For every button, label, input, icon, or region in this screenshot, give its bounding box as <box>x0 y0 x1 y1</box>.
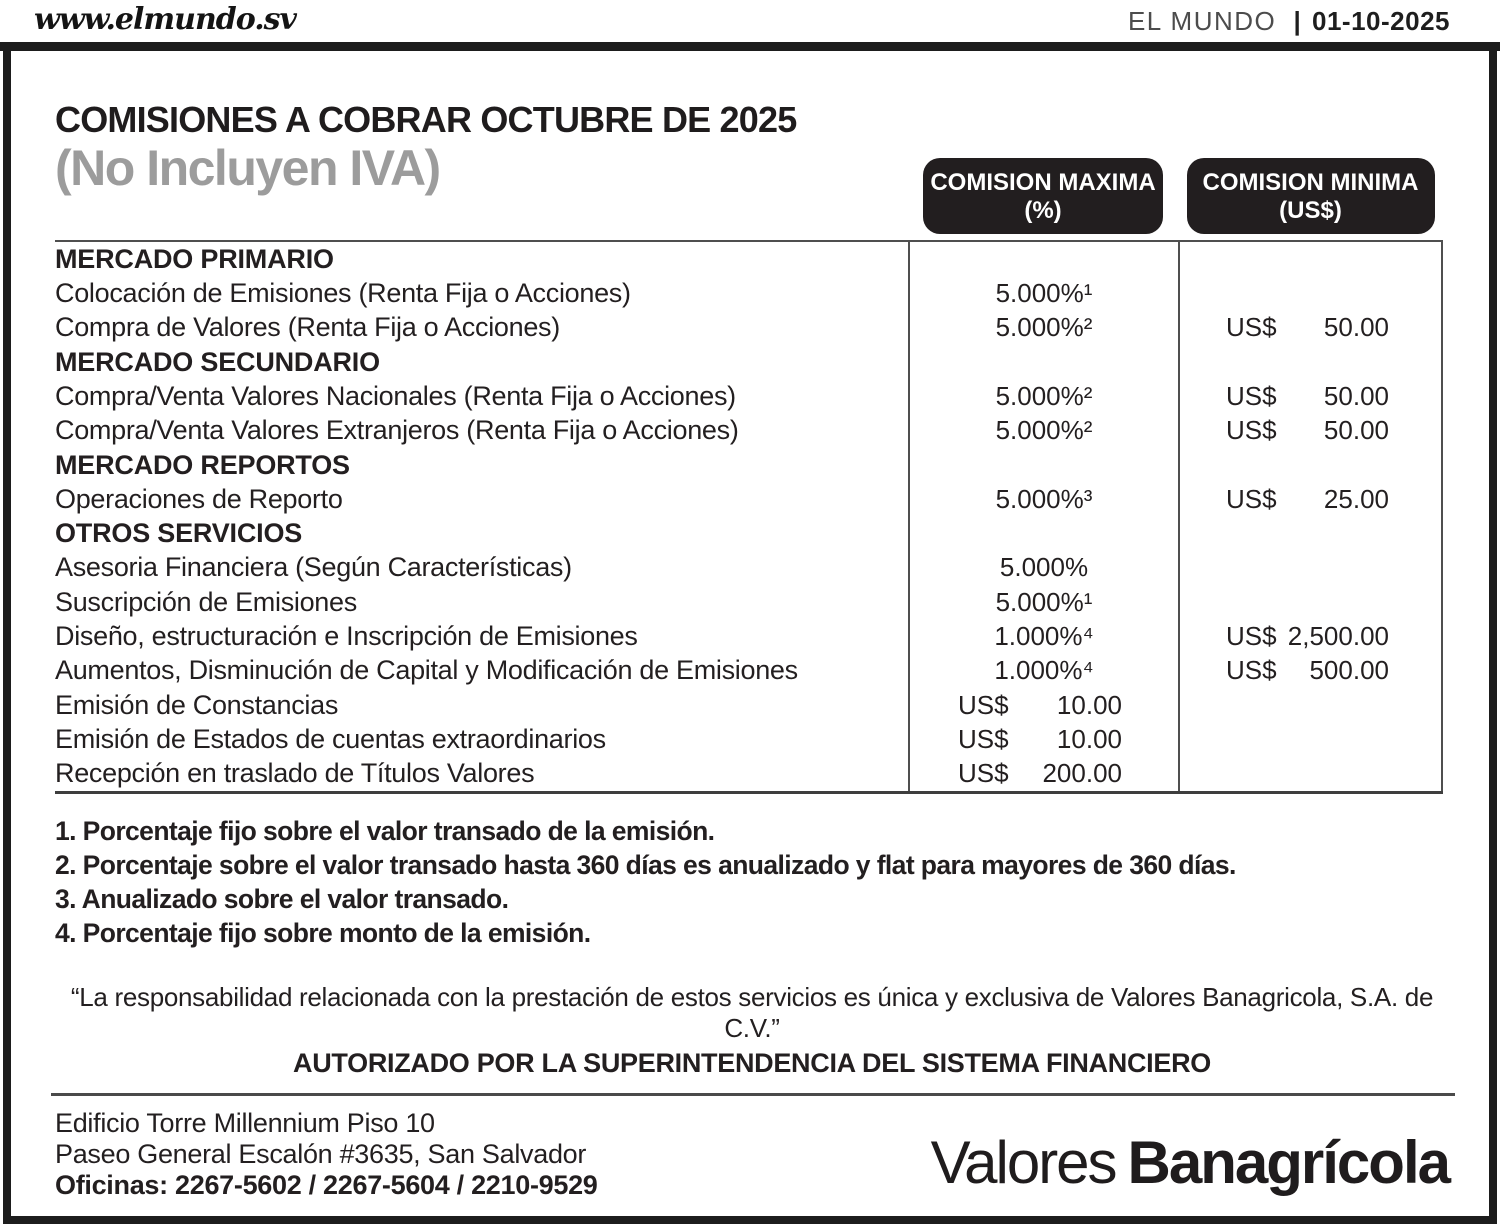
table-row <box>55 585 1443 619</box>
footnote-item: 4. Porcentaje fijo sobre monto de la emisión. <box>55 917 591 948</box>
min-badge-wrap <box>1178 158 1443 234</box>
address-line-2: Paseo General Escalón #3635, San Salvador <box>55 1138 587 1169</box>
max-commission-cell <box>908 688 1178 722</box>
min-commission-cell <box>1178 379 1443 413</box>
max-commission-cell <box>908 585 1178 619</box>
max-amount-value: 200.00 <box>1042 758 1122 789</box>
masthead-separator: | <box>1293 6 1301 36</box>
table-row <box>55 345 1443 379</box>
max-commission-cell <box>908 413 1178 447</box>
row-label: MERCADO PRIMARIO <box>55 243 334 274</box>
min-amount-value: 50.00 <box>1323 312 1389 343</box>
currency-label: US$ <box>1226 312 1277 343</box>
max-commission-cell <box>908 310 1178 344</box>
max-percent-value: 5.000%³ <box>995 483 1093 514</box>
max-percent-value: 5.000% <box>999 552 1089 583</box>
table-row <box>55 756 1443 790</box>
currency-label: US$ <box>958 723 1009 754</box>
min-commission-cell <box>1178 310 1443 344</box>
row-label: Emisión de Estados de cuentas extraordinarios <box>55 723 606 754</box>
disclaimer-text: “La responsabilidad relacionada con la prestación de estos servicios es única y exclusiva de Valores Banagricola, S.A. de C.V.” <box>70 981 1434 1043</box>
max-commission-cell <box>908 242 1178 276</box>
max-commission-cell <box>908 619 1178 653</box>
row-label: Asesoria Financiera (Según Características) <box>55 552 572 583</box>
max-commission-cell <box>908 756 1178 790</box>
ad-title: COMISIONES A COBRAR OCTUBRE DE 2025 <box>55 99 797 140</box>
table-row <box>55 379 1443 413</box>
row-label: Recepción en traslado de Títulos Valores <box>55 758 535 789</box>
table-row <box>55 482 1443 516</box>
currency-label: US$ <box>1226 483 1277 514</box>
max-percent-value: 5.000%² <box>995 415 1093 446</box>
max-amount-value: 10.00 <box>1056 689 1122 720</box>
max-percent-value: 5.000%¹ <box>995 278 1093 309</box>
row-label: MERCADO REPORTOS <box>55 449 350 480</box>
min-commission-cell <box>1178 619 1443 653</box>
min-commission-cell <box>1178 550 1443 584</box>
min-amount-value: 50.00 <box>1323 415 1389 446</box>
currency-label: US$ <box>1226 415 1277 446</box>
ad-content <box>11 51 1489 1201</box>
max-percent-value: 5.000%² <box>995 312 1093 343</box>
row-label: OTROS SERVICIOS <box>55 518 303 549</box>
table-row <box>55 310 1443 344</box>
max-commission-cell <box>908 482 1178 516</box>
min-commission-cell <box>1178 242 1443 276</box>
paper-date: 01-10-2025 <box>1312 6 1450 36</box>
ad-subtitle: (No Incluyen IVA) <box>55 139 440 196</box>
currency-label: US$ <box>958 758 1009 789</box>
min-commission-cell <box>1178 585 1443 619</box>
row-label: Compra/Venta Valores Nacionales (Renta Fija o Acciones) <box>55 380 736 411</box>
company-logo <box>930 1128 1449 1201</box>
footnotes <box>55 814 1449 950</box>
table-row <box>55 653 1443 687</box>
currency-label: US$ <box>1226 621 1277 652</box>
table-header-area <box>55 101 1443 240</box>
min-commission-cell <box>1178 276 1443 310</box>
max-percent-value: 5.000%² <box>995 380 1093 411</box>
footer <box>55 1108 1449 1201</box>
min-commission-cell <box>1178 413 1443 447</box>
masthead <box>0 0 1500 42</box>
min-commission-cell <box>1178 688 1443 722</box>
max-commission-cell <box>908 276 1178 310</box>
table-row <box>55 276 1443 310</box>
currency-label: US$ <box>1226 655 1277 686</box>
max-commission-cell <box>908 550 1178 584</box>
max-commission-cell <box>908 379 1178 413</box>
table-row <box>55 516 1443 550</box>
footnote-item: 2. Porcentaje sobre el valor transado hasta 360 días es anualizado y flat para mayores de 360 días. <box>55 849 1236 880</box>
authorized-text: AUTORIZADO POR LA SUPERINTENDENCIA DEL SISTEMA FINANCIERO <box>293 1047 1211 1078</box>
table-row <box>55 688 1443 722</box>
footnote-item: 1. Porcentaje fijo sobre el valor transado de la emisión. <box>55 815 715 846</box>
min-commission-cell <box>1178 345 1443 379</box>
min-commission-cell <box>1178 448 1443 482</box>
phone-numbers: Oficinas: 2267-5602 / 2267-5604 / 2210-9529 <box>55 1169 598 1200</box>
row-label: Suscripción de Emisiones <box>55 586 357 617</box>
table-row <box>55 550 1443 584</box>
logo-word-valores: Valores <box>930 1128 1116 1196</box>
max-commission-cell <box>908 653 1178 687</box>
max-percent-value: 1.000%⁴ <box>994 621 1094 652</box>
min-amount-value: 50.00 <box>1323 380 1389 411</box>
table-row <box>55 242 1443 276</box>
row-label: Operaciones de Reporto <box>55 483 343 514</box>
max-percent-value: 1.000%⁴ <box>994 655 1094 686</box>
max-percent-value: 5.000%¹ <box>995 586 1093 617</box>
table-row <box>55 722 1443 756</box>
row-label: Aumentos, Disminución de Capital y Modificación de Emisiones <box>55 655 798 686</box>
site-url: www.elmundo.sv <box>34 2 296 37</box>
min-amount-value: 2,500.00 <box>1287 621 1389 652</box>
row-label: MERCADO SECUNDARIO <box>55 346 380 377</box>
table-row <box>55 448 1443 482</box>
table-row <box>55 619 1443 653</box>
address-line-1: Edificio Torre Millennium Piso 10 <box>55 1107 435 1138</box>
row-label: Compra de Valores (Renta Fija o Acciones) <box>55 312 560 343</box>
max-badge-wrap <box>908 158 1178 234</box>
fees-table <box>55 240 1443 794</box>
min-commission-cell <box>1178 653 1443 687</box>
row-label: Emisión de Constancias <box>55 689 339 720</box>
min-amount-value: 500.00 <box>1309 655 1389 686</box>
table-row <box>55 413 1443 447</box>
currency-label: US$ <box>958 689 1009 720</box>
max-commission-cell <box>908 516 1178 550</box>
title-block <box>55 101 908 194</box>
masthead-rule <box>0 42 1500 51</box>
badge-comision-minima: COMISION MINIMA (US$) <box>1187 158 1435 234</box>
min-commission-cell <box>1178 756 1443 790</box>
max-amount-value: 10.00 <box>1056 723 1122 754</box>
footnote-item: 3. Anualizado sobre el valor transado. <box>55 883 509 914</box>
paper-name: EL MUNDO <box>1127 6 1277 36</box>
ad-box <box>3 51 1497 1224</box>
logo-word-banagricola: Banagrícola <box>1127 1128 1449 1196</box>
min-commission-cell <box>1178 722 1443 756</box>
address-block <box>55 1108 598 1201</box>
max-commission-cell <box>908 722 1178 756</box>
row-label: Diseño, estructuración e Inscripción de Emisiones <box>55 621 638 652</box>
badge-comision-maxima: COMISION MAXIMA (%) <box>923 158 1163 234</box>
issue-info <box>1128 6 1450 37</box>
min-commission-cell <box>1178 482 1443 516</box>
footer-rule <box>51 1093 1455 1096</box>
row-label: Compra/Venta Valores Extranjeros (Renta Fija o Acciones) <box>55 415 739 446</box>
max-commission-cell <box>908 448 1178 482</box>
min-amount-value: 25.00 <box>1323 483 1389 514</box>
max-commission-cell <box>908 345 1178 379</box>
row-label: Colocación de Emisiones (Renta Fija o Acciones) <box>55 278 631 309</box>
currency-label: US$ <box>1226 380 1277 411</box>
min-commission-cell <box>1178 516 1443 550</box>
